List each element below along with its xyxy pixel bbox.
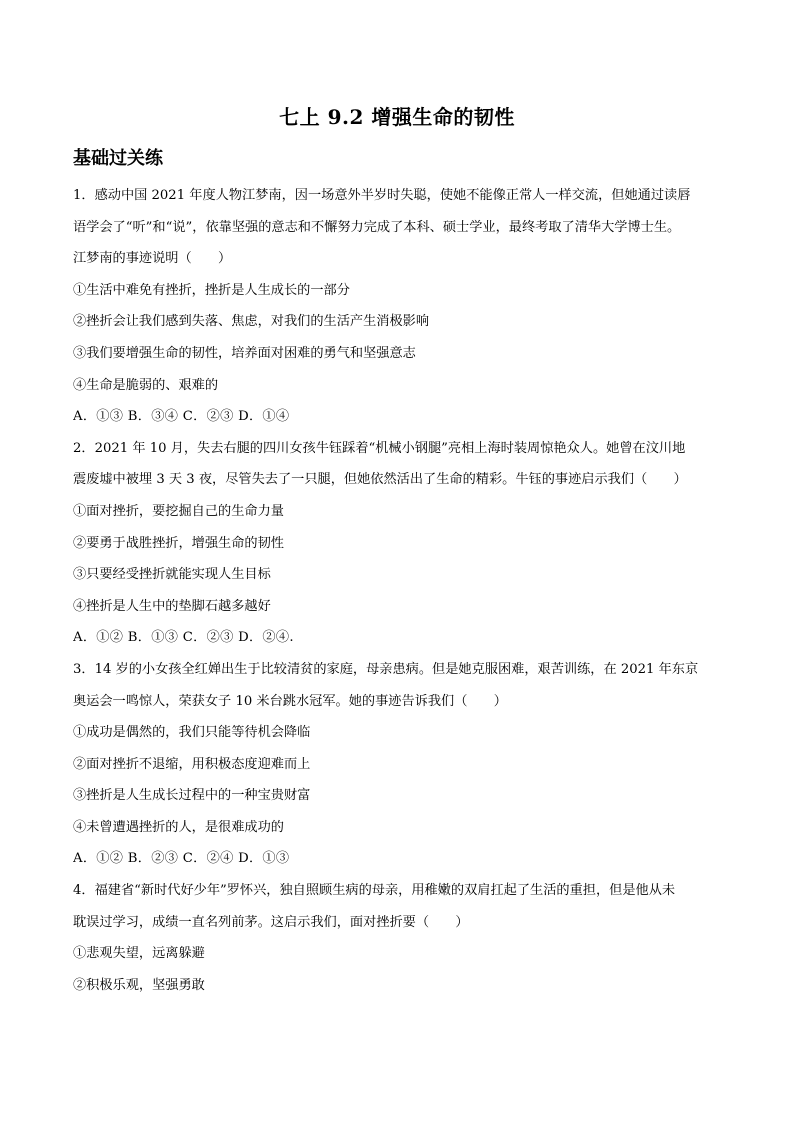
question-stem-line: 3．14 岁的小女孩全红婵出生于比较清贫的家庭，母亲患病。但是她克服困难，艰苦训练，在 2021 年东京 <box>73 661 699 677</box>
question-stem-line: 1．感动中国 2021 年度人物江梦南，因一场意外半岁时失聪，使她不能像正常人一样交流，但她通过读唇 <box>73 188 691 203</box>
question-2 <box>73 433 728 654</box>
answer-choices: A．①② B．①③ C．②③ D．②④. <box>73 630 294 646</box>
question-list <box>73 180 728 1001</box>
question-stem-line: 奥运会一鸣惊人，荣获女子 10 米台跳水冠军。她的事迹告诉我们（ ） <box>73 693 507 709</box>
statement-option: ④挫折是人生中的垫脚石越多越好 <box>73 598 271 614</box>
statement-option: ②挫折会让我们感到失落、焦虑，对我们的生活产生消极影响 <box>73 314 430 330</box>
statement-option: ①生活中难免有挫折，挫折是人生成长的一部分 <box>73 282 350 298</box>
answer-choices: A．①② B．②③ C．②④ D．①③ <box>73 851 290 867</box>
question-stem-line: 2．2021 年 10 月，失去右腿的四川女孩牛钰踩着“机械小钢腿”亮相上海时装周惊艳众人。她曾在汶川地 <box>73 440 686 456</box>
document-title: 七上 9.2 增强生命的韧性 <box>279 105 515 129</box>
answer-choices: A．①③ B．③④ C．②③ D．①④ <box>73 409 290 425</box>
statement-option: ②面对挫折不退缩，用积极态度迎难而上 <box>73 756 311 772</box>
statement-option: ①悲观失望，远离躲避 <box>73 946 205 962</box>
statement-option: ③挫折是人生成长过程中的一种宝贵财富 <box>73 788 311 804</box>
statement-option: ③只要经受挫折就能实现人生目标 <box>73 567 271 583</box>
question-stem-line: 4．福建省“新时代好少年”罗怀兴，独自照顾生病的母亲，用稚嫩的双肩扛起了生活的重担，但是他从未 <box>73 883 676 899</box>
statement-option: ③我们要增强生命的韧性，培养面对困难的勇气和坚强意志 <box>73 345 416 361</box>
statement-option: ④未曾遭遇挫折的人，是很难成功的 <box>73 819 284 835</box>
question-stem-line: 震废墟中被埋 3 天 3 夜，尽管失去了一只腿，但她依然活出了生命的精彩。牛钰的事迹启示我们（ ） <box>73 472 687 488</box>
statement-option: ②积极乐观，坚强勇敢 <box>73 977 205 993</box>
question-stem-line: 江梦南的事迹说明（ ） <box>73 251 232 267</box>
statement-option: ①面对挫折，要挖掘自己的生命力量 <box>73 503 284 519</box>
question-stem-line: 耽误过学习，成绩一直名列前茅。这启示我们，面对挫折要（ ） <box>73 914 469 930</box>
question-stem-line: 语学会了“听”和“说”，依靠坚强的意志和不懈努力完成了本科、硕士学业，最终考取了清华大学博士生。 <box>73 219 681 235</box>
statement-option: ②要勇于战胜挫折，增强生命的韧性 <box>73 535 284 551</box>
question-4 <box>73 875 728 1001</box>
question-3 <box>73 654 728 875</box>
statement-option: ①成功是偶然的，我们只能等待机会降临 <box>73 725 311 741</box>
section-heading: 基础过关练 <box>73 148 163 169</box>
statement-option: ④生命是脆弱的、艰难的 <box>73 377 219 393</box>
question-1 <box>73 180 728 433</box>
